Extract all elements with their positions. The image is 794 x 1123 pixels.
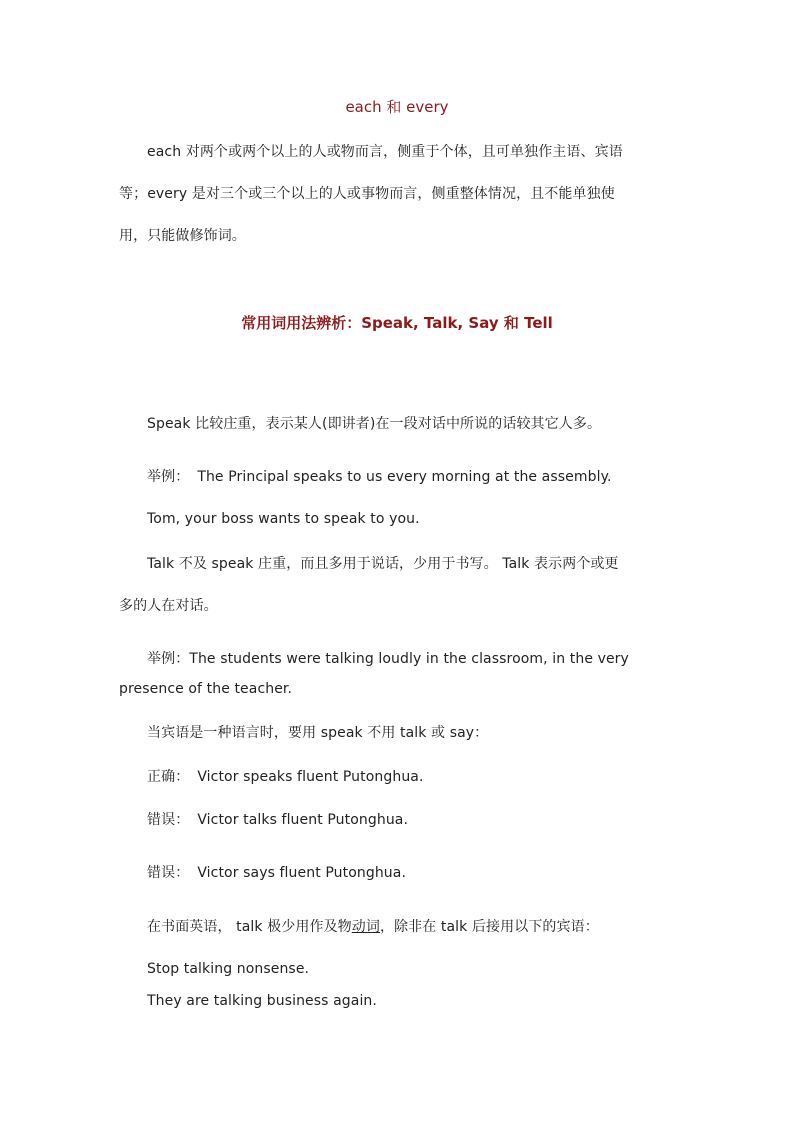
wrong-example — [147, 862, 406, 882]
talk-description-line: Talk 不及 speak 庄重，而且多用于说话，少用于书写。 Talk 表示两个或更 — [147, 556, 619, 572]
written-english-rule — [147, 916, 599, 936]
rule-text: ，除非在 talk 后接用以下的宾语： — [379, 919, 599, 935]
paragraph-line: 等；every 是对三个或三个以上的人或事物而言，侧重整体情况，且不能单独使 — [119, 186, 615, 202]
correct-label: 正确： — [147, 769, 190, 785]
example-line — [147, 466, 612, 486]
section-heading-speak-talk-say-tell: 常用词用法辨析：Speak, Talk, Say 和 Tell — [241, 314, 553, 332]
paragraph-line: each 对两个或两个以上的人或物而言，侧重于个体，且可单独作主语、宾语 — [147, 144, 623, 160]
example-line: Stop talking nonsense. — [147, 961, 310, 977]
example-line: They are talking business again. — [147, 993, 377, 1009]
verb-link[interactable]: 动词 — [351, 919, 380, 935]
wrong-text: Victor says fluent Putonghua. — [197, 865, 407, 881]
rule-text: 在书面英语， talk 极少用作及物 — [147, 919, 352, 935]
correct-example — [147, 766, 424, 786]
speak-description: Speak 比较庄重，表示某人(即讲者)在一段对话中所说的话较其它人多。 — [147, 416, 602, 432]
section-heading-each-every: each 和 every — [345, 98, 449, 116]
wrong-label: 错误： — [147, 865, 190, 881]
talk-description-line: 多的人在对话。 — [119, 598, 218, 614]
wrong-example — [147, 809, 408, 829]
example-line: presence of the teacher. — [119, 681, 293, 697]
example-label: 举例： — [147, 469, 190, 485]
wrong-label: 错误： — [147, 812, 190, 828]
paragraph-line: 用，只能做修饰词。 — [119, 228, 246, 244]
wrong-text: Victor talks fluent Putonghua. — [197, 812, 409, 828]
language-rule: 当宾语是一种语言时，要用 speak 不用 talk 或 say： — [147, 725, 489, 741]
example-line: 举例：The students were talking loudly in the classroom, in the very — [147, 651, 629, 667]
example-line: Tom, your boss wants to speak to you. — [147, 511, 420, 527]
example-text: The Principal speaks to us every morning at the assembly. — [197, 469, 612, 485]
correct-text: Victor speaks fluent Putonghua. — [197, 769, 424, 785]
